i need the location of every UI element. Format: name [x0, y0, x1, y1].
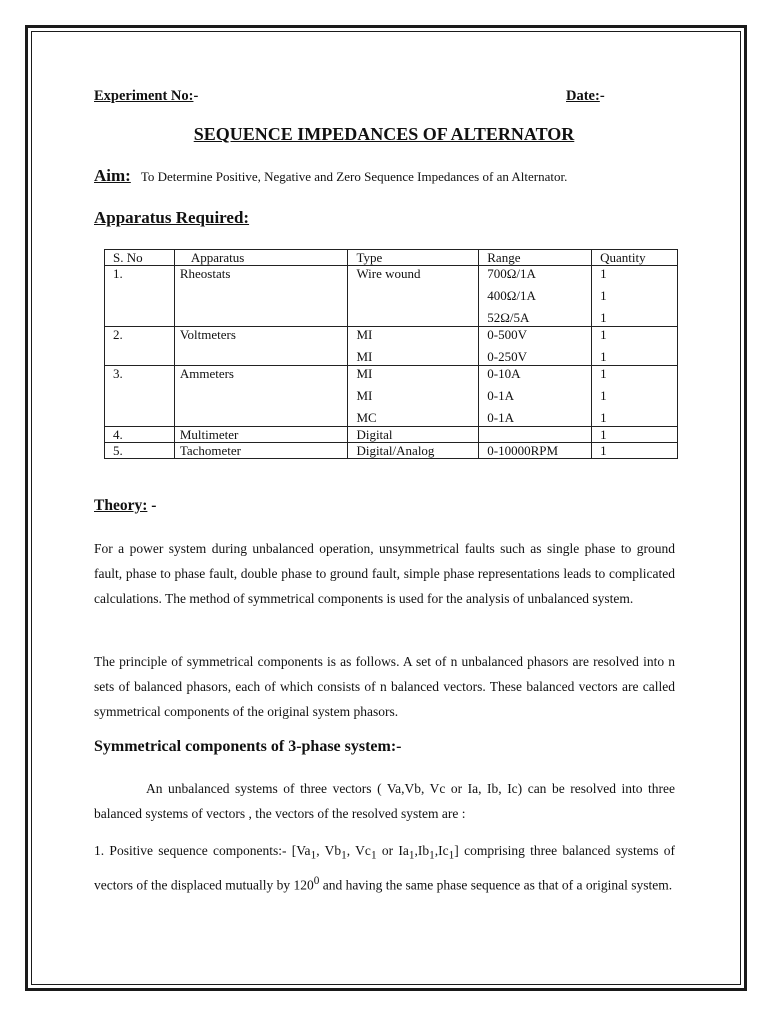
column-header: S. No [105, 250, 175, 266]
cell-line: 0-1A [487, 388, 514, 403]
apparatus-table [104, 249, 678, 459]
table-row [105, 443, 678, 459]
p4-text: 1. Positive sequence components:- [Va [94, 843, 311, 858]
experiment-label: Experiment No: [94, 88, 194, 104]
theory-paragraph-2: The principle of symmetrical components is as follows. A set of n unbalanced phasors are resolved into n sets of balanced phasors, each of which consists of n balanced vectors. These balanced vectors are called symmetrical components of the original system phasors. [94, 654, 675, 719]
cell-line: 1 [600, 266, 607, 281]
p4-subscript: 1 [341, 849, 347, 862]
range-cell [479, 427, 592, 443]
cell-line: 0-1A [487, 410, 514, 425]
cell-line: Wire wound [356, 266, 421, 281]
cell-line: 700Ω/1A [487, 266, 536, 281]
cell-line: 400Ω/1A [487, 288, 536, 303]
cell-line: 2. [113, 327, 123, 342]
p4-text: or Ia [376, 843, 409, 858]
apparatus-name-cell [174, 443, 348, 459]
theory-heading-suffix: - [147, 497, 157, 514]
type-cell [348, 327, 479, 366]
p4-subscript: 1 [448, 849, 455, 862]
column-header: Quantity [592, 250, 678, 266]
date-label: Date: [566, 88, 600, 104]
p4-text: , Vb [316, 843, 342, 858]
positive-sequence-paragraph [94, 838, 675, 897]
cell-line: MI [356, 366, 373, 381]
cell-line: 1 [600, 443, 607, 458]
cell-line: Voltmeters [179, 327, 236, 342]
p4-text: and having the same phase sequence as that of a original system. [319, 877, 673, 893]
cell-line: 1 [600, 427, 607, 442]
symmetrical-components-heading: Symmetrical components of 3-phase system:- [94, 738, 402, 755]
cell-line: 1 [600, 327, 607, 342]
apparatus-name-cell [174, 366, 348, 427]
table-row [105, 266, 678, 327]
p4-subscript: 1 [370, 849, 377, 862]
cell-line: 1 [600, 410, 607, 425]
column-header: Type [348, 250, 479, 266]
range-cell [479, 366, 592, 427]
range-cell [479, 327, 592, 366]
serial-number-cell [105, 443, 175, 459]
apparatus-name-cell [174, 427, 348, 443]
theory-heading [94, 497, 156, 515]
cell-line: Digital/Analog [356, 443, 435, 458]
cell-line: 0-500V [487, 327, 527, 342]
p4-subscript: 1 [408, 849, 415, 862]
cell-line: Multimeter [179, 427, 239, 442]
cell-line: 0-250V [487, 349, 527, 364]
theory-heading-label: Theory: [94, 497, 148, 514]
cell-line: 5. [113, 443, 123, 458]
aim-line [94, 166, 567, 186]
symmetrical-paragraph: An unbalanced systems of three vectors ( Va,Vb, Vc or Ia, Ib, Ic) can be resolved into three balanced systems of vectors , the vectors of the resolved system are : [94, 781, 675, 821]
cell-line: MI [356, 349, 373, 364]
table-header-row [105, 250, 678, 266]
p4-subscript: 1 [429, 849, 435, 862]
quantity-cell [592, 427, 678, 443]
type-cell [348, 366, 479, 427]
date-suffix: - [599, 88, 605, 104]
apparatus-name-cell [174, 266, 348, 327]
cell-line: 1. [113, 266, 123, 281]
serial-number-cell [105, 327, 175, 366]
serial-number-cell [105, 366, 175, 427]
type-cell [348, 427, 479, 443]
cell-line: Ammeters [179, 366, 234, 381]
cell-line [487, 427, 591, 442]
cell-line: 0-10A [487, 366, 521, 381]
range-cell [479, 266, 592, 327]
p4-subscript: 1 [310, 849, 317, 862]
experiment-suffix: - [193, 88, 199, 104]
apparatus-heading: Apparatus Required: [94, 208, 250, 227]
experiment-number [94, 88, 198, 105]
theory-paragraph-1: For a power system during unbalanced operation, unsymmetrical faults such as single phase to ground fault, phase to phase fault, double phase to ground fault, simple phase representations leads to complicated calculations. The method of symmetrical components is used for the analysis of unbalanced system. [94, 541, 675, 606]
column-header: Apparatus [174, 250, 348, 266]
table-row [105, 427, 678, 443]
cell-line: 0-10000RPM [487, 443, 559, 458]
quantity-cell [592, 266, 678, 327]
table-row [105, 366, 678, 427]
type-cell [348, 443, 479, 459]
cell-line: MI [356, 327, 373, 342]
range-cell [479, 443, 592, 459]
serial-number-cell [105, 266, 175, 327]
p4-text: ,Ic [434, 843, 449, 858]
quantity-cell [592, 366, 678, 427]
quantity-cell [592, 327, 678, 366]
p4-superscript: 0 [313, 874, 320, 887]
table-row [105, 327, 678, 366]
cell-line: MI [356, 388, 373, 403]
cell-line: Rheostats [179, 266, 231, 281]
p4-text: ,Ib [414, 843, 430, 858]
cell-line: Digital [356, 427, 393, 442]
cell-line: 3. [113, 366, 123, 381]
cell-line: 52Ω/5A [487, 310, 530, 325]
cell-line: Tachometer [179, 443, 241, 458]
type-cell [348, 266, 479, 327]
document-title: SEQUENCE IMPEDANCES OF ALTERNATOR [193, 124, 575, 144]
apparatus-name-cell [174, 327, 348, 366]
cell-line: MC [356, 410, 377, 425]
cell-line: 1 [600, 366, 607, 381]
cell-line: 4. [113, 427, 123, 442]
serial-number-cell [105, 427, 175, 443]
cell-line: 1 [600, 349, 607, 364]
column-header: Range [479, 250, 592, 266]
cell-line: 1 [600, 388, 607, 403]
aim-text: To Determine Positive, Negative and Zero Sequence Impedances of an Alternator. [140, 169, 568, 184]
cell-line: 1 [600, 310, 607, 325]
date-field [566, 88, 605, 105]
p4-text: , Vc [346, 843, 371, 858]
quantity-cell [592, 443, 678, 459]
p4-text: ] comprising three balanced systems of vectors of the displaced mutually by 120 [94, 843, 675, 893]
cell-line: 1 [600, 288, 607, 303]
aim-label: Aim: [94, 166, 131, 185]
